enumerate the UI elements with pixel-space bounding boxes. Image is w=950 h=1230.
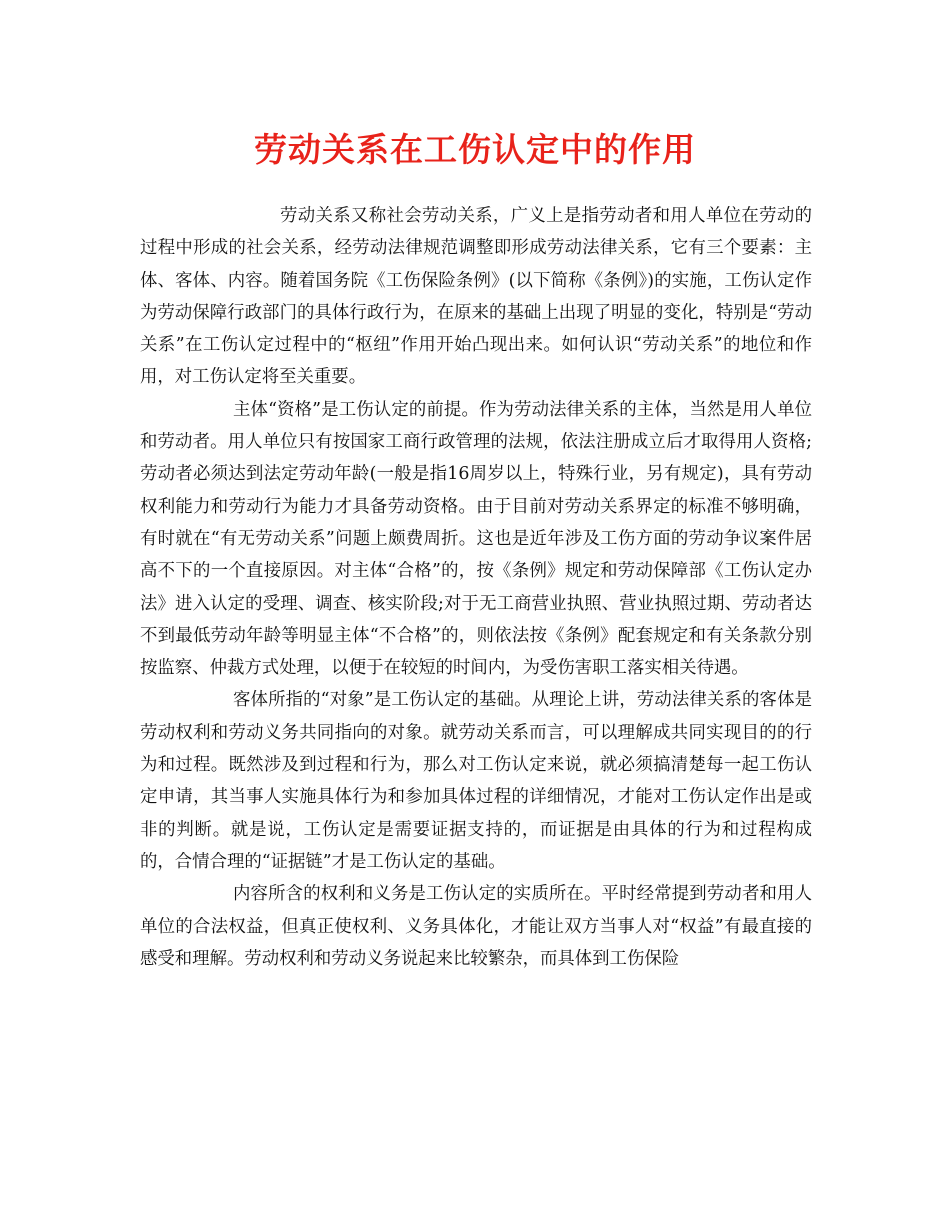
document-title: 劳动关系在工伤认定中的作用 — [254, 130, 696, 169]
paragraph-subject: 主体“资格”是工伤认定的前提。作为劳动法律关系的主体，当然是用人单位和劳动者。用人单位只有按国家工商行政管理的法规，依法注册成立后才取得用人资格;劳动者必须达到法定劳动年龄(一般是指16周岁以上，特殊行业，另有规定)，具有劳动权利能力和劳动行为能力才具备劳动资格。由于目前对劳动关系界定的标准不够明确，有时就在“有无劳动关系”问题上颇费周折。这也是近年涉及工伤方面的劳动争议案件居高不下的一个直接原因。对主体“合格”的，按《条例》规定和劳动保障部《工伤认定办法》进入认定的受理、调查、核实阶段;对于无工商营业执照、营业执照过期、劳动者达不到最低劳动年龄等明显主体“不合格”的，则依法按《条例》配套规定和有关条款分别按监察、仲裁方式处理，以便于在较短的时间内，为受伤害职工落实相关待遇。 — [140, 399, 812, 679]
paragraph-content: 内容所含的权利和义务是工伤认定的实质所在。平时经常提到劳动者和用人单位的合法权益，但真正使权利、义务具体化，才能让双方当事人对“权益”有最直接的感受和理解。劳动权利和劳动义务说起来比较繁杂，而具体到工伤保险 — [140, 884, 812, 969]
document-body — [140, 200, 812, 975]
paragraph-intro: 劳动关系又称社会劳动关系，广义上是指劳动者和用人单位在劳动的过程中形成的社会关系，经劳动法律规范调整即形成劳动法律关系，它有三个要素：主体、客体、内容。随着国务院《工伤保险条例》(以下简称《条例》)的实施，工伤认定作为劳动保障行政部门的具体行政行为，在原来的基础上出现了明显的变化，特别是“劳动关系”在工伤认定过程中的“枢纽”作用开始凸现出来。如何认识“劳动关系”的地位和作用，对工伤认定将至关重要。 — [140, 206, 812, 388]
paragraph-object: 客体所指的“对象”是工伤认定的基础。从理论上讲，劳动法律关系的客体是劳动权利和劳动义务共同指向的对象。就劳动关系而言，可以理解成共同实现目的的行为和过程。既然涉及到过程和行为，那么对工伤认定来说，就必须搞清楚每一起工伤认定申请，其当事人实施具体行为和参加具体过程的详细情况，才能对工伤认定作出是或非的判断。就是说，工伤认定是需要证据支持的，而证据是由具体的行为和过程构成的，合情合理的“证据链”才是工伤认定的基础。 — [140, 690, 812, 872]
